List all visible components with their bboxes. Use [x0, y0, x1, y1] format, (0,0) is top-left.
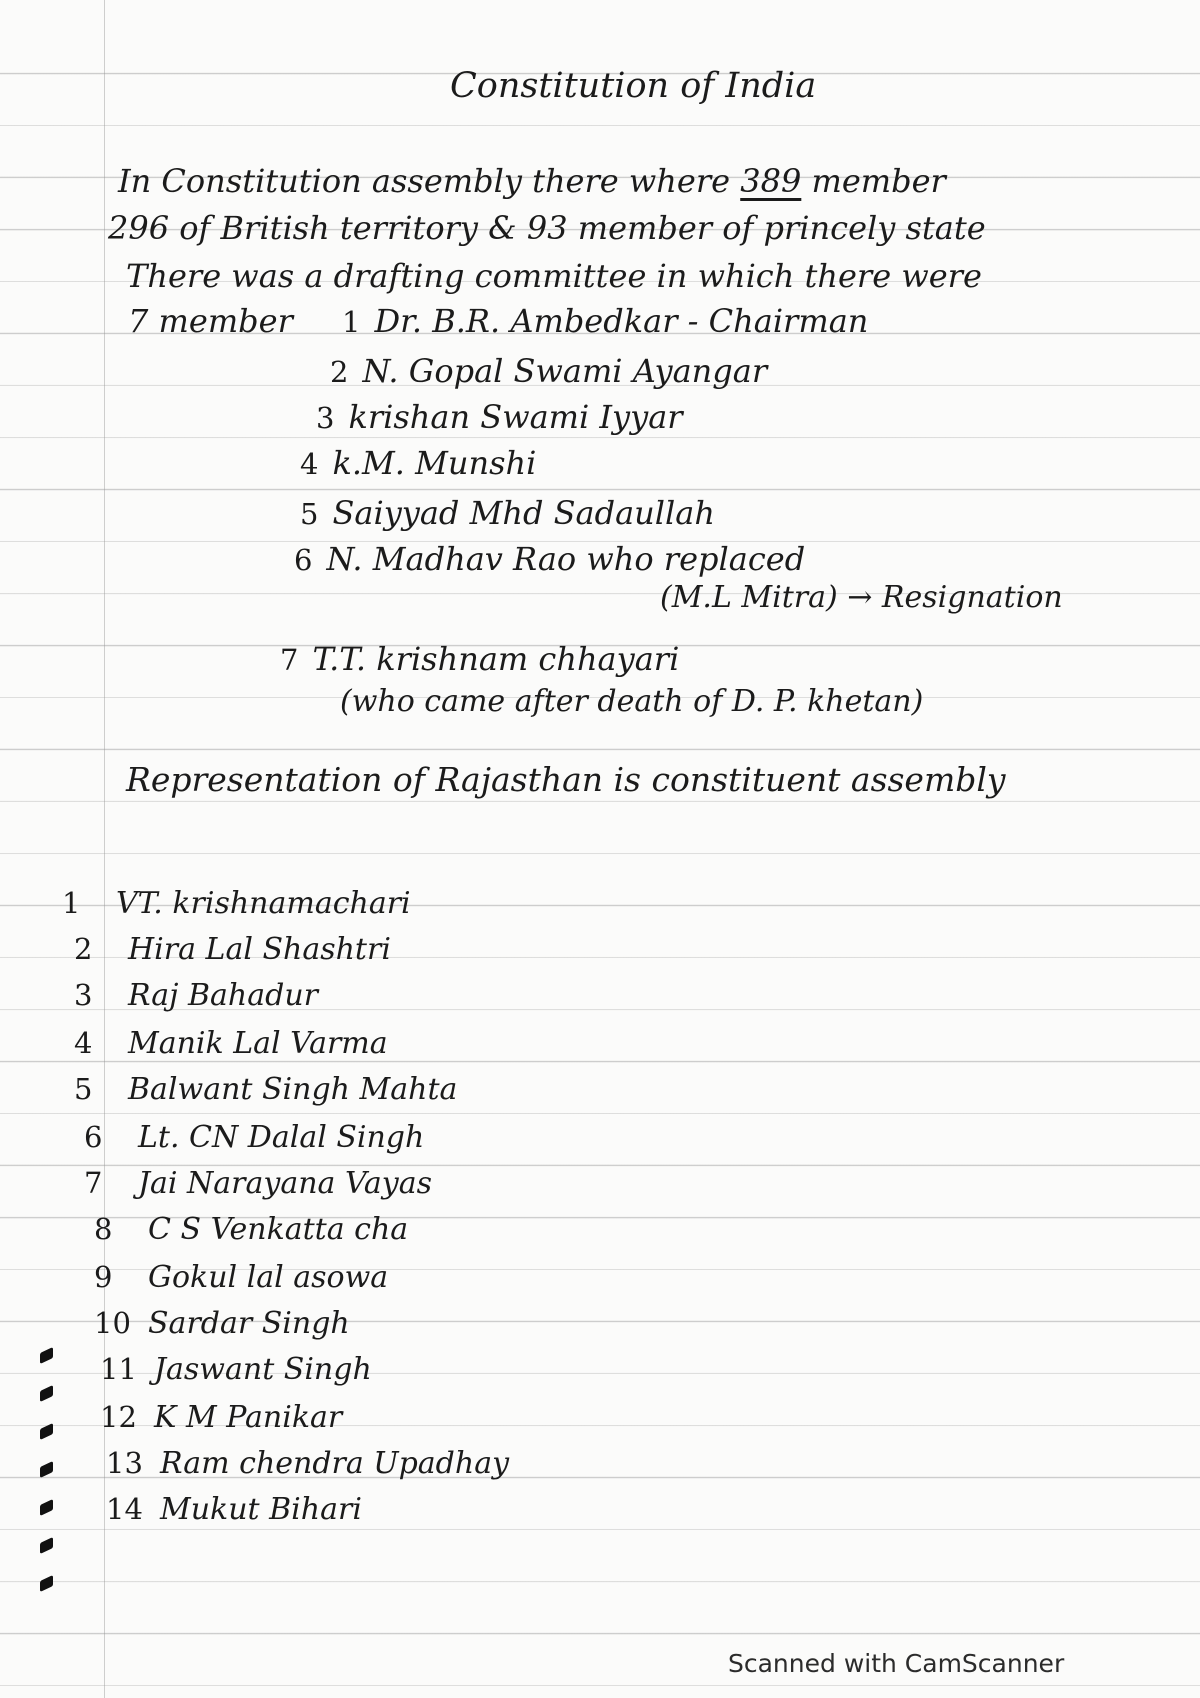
- binder-hole: [40, 1537, 53, 1554]
- intro-line-1: [118, 162, 946, 200]
- committee-item-num: 5: [300, 497, 319, 531]
- committee-item-name: Dr. B.R. Ambedkar - Chairman: [374, 302, 869, 340]
- committee-item: [280, 640, 679, 678]
- committee-note: [340, 684, 923, 719]
- rajasthan-item: [84, 1166, 432, 1201]
- committee-item-num: 6: [294, 543, 313, 577]
- committee-item: [342, 302, 868, 340]
- committee-item-num: 1: [342, 305, 361, 339]
- rajasthan-item-name: Gokul lal asowa: [148, 1260, 389, 1295]
- rajasthan-item-name: Sardar Singh: [148, 1306, 350, 1341]
- committee-item-name: N. Madhav Rao who replaced: [326, 540, 806, 578]
- committee-item: [294, 540, 805, 578]
- rajasthan-item: [74, 978, 318, 1013]
- rajasthan-item: [106, 1446, 509, 1481]
- rajasthan-item-name: Lt. CN Dalal Singh: [138, 1120, 425, 1155]
- rajasthan-item-name: Ram chendra Upadhay: [160, 1446, 510, 1481]
- committee-item: [300, 444, 536, 482]
- committee-item: [316, 398, 683, 436]
- rajasthan-item: [74, 932, 391, 967]
- rajasthan-item: [100, 1400, 342, 1435]
- intro-line-4-lead: 7 member: [128, 302, 293, 340]
- rajasthan-item-num: 1: [62, 886, 81, 920]
- margin-line: [104, 0, 105, 1698]
- committee-item: [300, 494, 715, 532]
- rajasthan-item: [84, 1120, 424, 1155]
- rajasthan-item-name: Mukut Bihari: [160, 1492, 362, 1527]
- intro-line-1-a: In Constitution assembly there where: [118, 162, 741, 200]
- rajasthan-item: [62, 886, 411, 921]
- rajasthan-item-num: 5: [74, 1072, 93, 1106]
- rajasthan-item-num: 4: [74, 1026, 93, 1060]
- intro-line-2: 296 of British territory & 93 member of princely state: [108, 209, 986, 247]
- committee-item-name: krishan Swami Iyyar: [348, 398, 683, 436]
- rajasthan-item-name: Manik Lal Varma: [128, 1026, 388, 1061]
- binder-hole: [40, 1423, 53, 1440]
- committee-note: [660, 580, 1063, 615]
- scanner-watermark: Scanned with CamScanner: [728, 1649, 1065, 1678]
- rajasthan-heading: Representation of Rajasthan is constituent assembly: [126, 760, 1006, 799]
- committee-item-name: T.T. krishnam chhayari: [312, 640, 680, 678]
- rajasthan-item-name: Jai Narayana Vayas: [138, 1166, 433, 1201]
- intro-line-3: There was a drafting committee in which there were: [126, 257, 982, 295]
- binder-hole: [40, 1499, 53, 1516]
- rajasthan-item-num: 8: [94, 1212, 113, 1246]
- rajasthan-item-num: 3: [74, 978, 93, 1012]
- rajasthan-item-name: Hira Lal Shashtri: [128, 932, 391, 967]
- rajasthan-item-name: Jaswant Singh: [154, 1352, 372, 1387]
- committee-item-name: N. Gopal Swami Ayangar: [362, 352, 768, 390]
- rajasthan-item-num: 12: [100, 1400, 137, 1434]
- rajasthan-item-num: 10: [94, 1306, 131, 1340]
- rajasthan-item: [74, 1026, 388, 1061]
- rajasthan-item-name: VT. krishnamachari: [116, 886, 411, 921]
- intro-line-1-b: member: [801, 162, 946, 200]
- rajasthan-item: [94, 1306, 350, 1341]
- rajasthan-item-num: 7: [84, 1166, 103, 1200]
- binder-hole: [40, 1385, 53, 1402]
- rajasthan-item-name: C S Venkatta cha: [148, 1212, 409, 1247]
- rajasthan-item-num: 14: [106, 1492, 143, 1526]
- committee-note-text: (who came after death of D. P. khetan): [340, 684, 924, 719]
- rajasthan-item-num: 11: [100, 1352, 137, 1386]
- rajasthan-item-name: Raj Bahadur: [128, 978, 319, 1013]
- rajasthan-item: [100, 1352, 372, 1387]
- rajasthan-item-num: 2: [74, 932, 93, 966]
- binder-hole: [40, 1347, 53, 1364]
- committee-item-name: Saiyyad Mhd Sadaullah: [332, 494, 715, 532]
- committee-item-num: 7: [280, 643, 299, 677]
- rajasthan-item-num: 13: [106, 1446, 143, 1480]
- rajasthan-item: [94, 1260, 388, 1295]
- rajasthan-item-num: 9: [94, 1260, 113, 1294]
- binder-holes: [40, 1350, 58, 1600]
- member-count: 389: [740, 162, 802, 200]
- rajasthan-item: [74, 1072, 457, 1107]
- committee-item-name: k.M. Munshi: [332, 444, 537, 482]
- binder-hole: [40, 1575, 53, 1592]
- committee-note-text: (M.L Mitra) → Resignation: [660, 580, 1063, 615]
- rajasthan-item-num: 6: [84, 1120, 103, 1154]
- committee-item: [330, 352, 767, 390]
- committee-item-num: 3: [316, 401, 335, 435]
- rajasthan-item: [94, 1212, 408, 1247]
- rajasthan-item: [106, 1492, 362, 1527]
- rajasthan-item-name: Balwant Singh Mahta: [128, 1072, 458, 1107]
- page-title: Constitution of India: [450, 66, 817, 106]
- binder-hole: [40, 1461, 53, 1478]
- committee-item-num: 4: [300, 447, 319, 481]
- rajasthan-item-name: K M Panikar: [154, 1400, 343, 1435]
- committee-item-num: 2: [330, 355, 349, 389]
